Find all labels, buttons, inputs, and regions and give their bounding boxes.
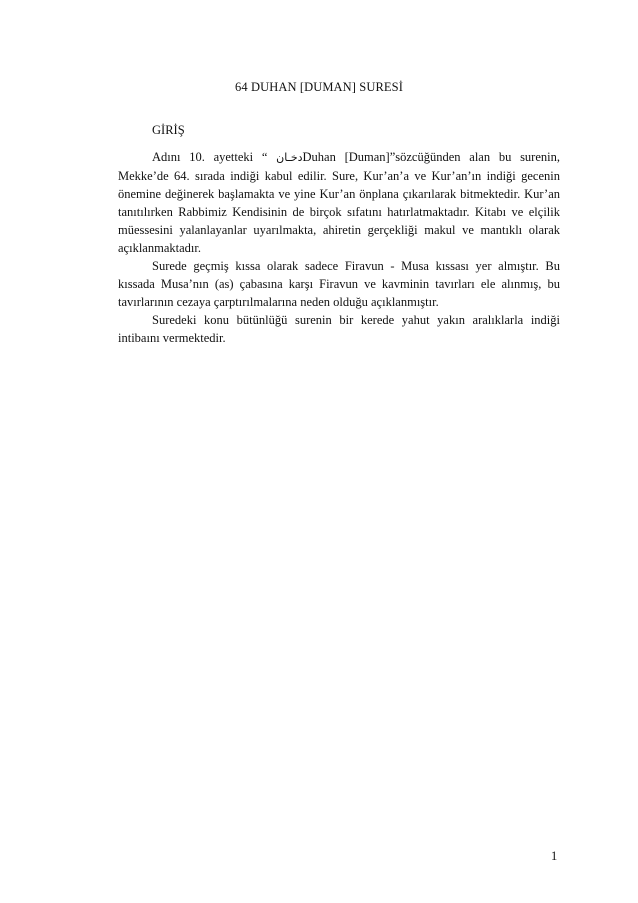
paragraph-intro-lead: Adını 10. ayetteki “ [152, 150, 277, 164]
arabic-word: دخـان [276, 151, 303, 164]
document-title: 64 DUHAN [DUMAN] SURESİ [235, 80, 403, 94]
section-heading: GİRİŞ [152, 123, 185, 137]
paragraph-conclusion: Suredeki konu bütünlüğü surenin bir kerede yahut yakın aralıklarla indiği intibaını vermektedir. [118, 313, 560, 345]
page-number: 1 [551, 849, 558, 863]
paragraph-story: Surede geçmiş kıssa olarak sadece Firavun - Musa kıssası yer almıştır. Bu kıssada Musa’nın (as) çabasına karşı Firavun ve kavminin tavırları ele alınmış, bu tavırlarının cezaya çarptırılmalarına neden olduğu açıklanmıştır. [118, 259, 560, 309]
body-text [118, 148, 560, 347]
paragraph-intro-rest: Duhan [Duman]”sözcüğünden alan bu surenin, Mekke’de 64. sırada indiği kabul edilir. Sure, Kur’an’a ve Kur’an’ın indiği gecenin önemine değinerek başlamakta ve yine Kur’an önplana çıkarılarak bitmektedir. Kur’an tanıtılırken Rabbimiz Kendisinin de birçok sıfatını hatırlatmaktadır. Kitabı ve elçilik müessesini yalanlayanlar uyarılmakta, ahiretin gerçekliği makul ve mantıklı olarak açıklanmaktadır. [118, 150, 560, 255]
paragraph-intro [118, 148, 560, 257]
